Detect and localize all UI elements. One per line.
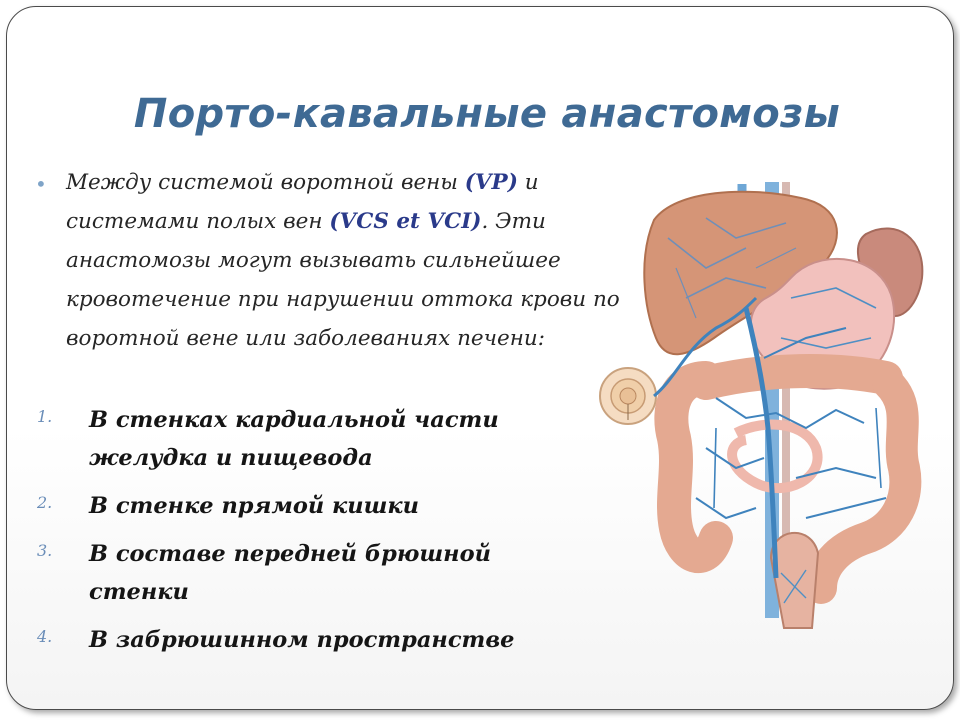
umbilicus-icon: [600, 368, 656, 424]
intro-text: Между системой воротной вены (VP) и системами полых вен (VCS et VCI). Эти анастомозы могут вызывать сильнейшее кровотечение при нарушении оттока крови по воротной вене или заболеваниях печени:: [66, 170, 620, 351]
vcs-vci-term: (VCS et VCI): [329, 209, 482, 234]
list-item-label: В стенках кардиальной части желудка и пищевода: [89, 407, 499, 471]
list-item-label: В стенке прямой кишки: [89, 493, 420, 519]
list-item: [37, 621, 597, 659]
list-item-label: В составе передней брюшной стенки: [89, 541, 491, 605]
list-item-number: 4.: [37, 627, 53, 646]
anastomosis-list: [37, 401, 597, 669]
list-item-label: В забрюшинном пространстве: [89, 627, 515, 653]
portocaval-anatomy-illustration: [596, 178, 942, 648]
vp-term: (VP): [464, 170, 518, 195]
list-item: [37, 401, 597, 477]
list-item-number: 3.: [37, 541, 53, 560]
list-item-number: 1.: [37, 407, 53, 426]
list-item: [37, 535, 597, 611]
list-item-number: 2.: [37, 493, 53, 512]
bullet-dot-icon: •: [35, 172, 47, 196]
list-item: [37, 487, 597, 525]
slide-title: Порто-кавальные анастомозы: [133, 91, 841, 137]
intro-paragraph: [35, 163, 625, 358]
